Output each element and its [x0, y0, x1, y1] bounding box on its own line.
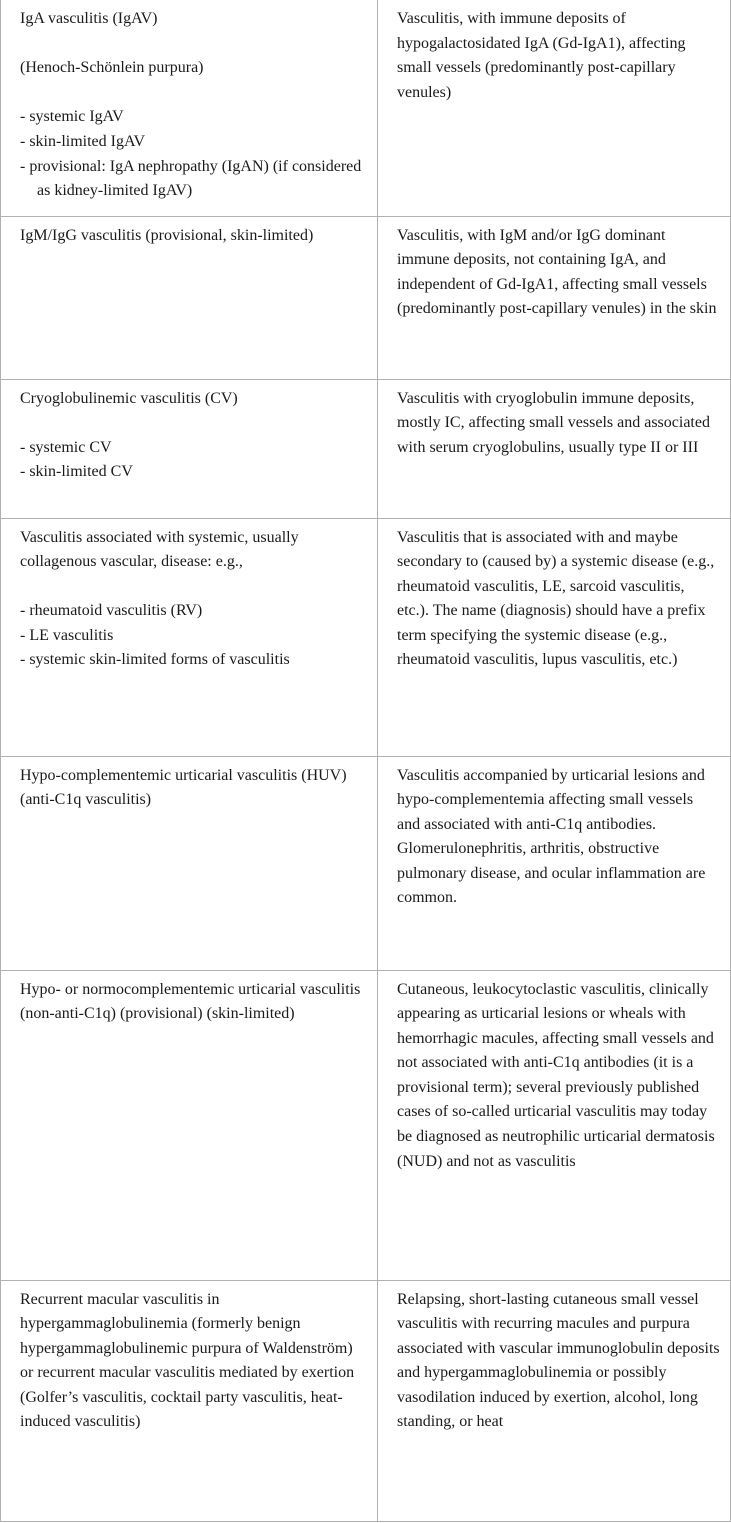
subtype-item: - rheumatoid vasculitis (RV)	[20, 602, 203, 620]
table-row	[1, 518, 731, 756]
term-cell	[1, 970, 378, 1280]
term-cell	[1, 1280, 378, 1521]
subtype-item: - skin-limited CV	[20, 463, 133, 481]
term-cell	[1, 518, 378, 756]
term-text: Vasculitis associated with systemic, usually collagenous vascular, disease: e.g.,	[20, 528, 299, 571]
term-text: IgA vasculitis (IgAV)	[20, 10, 158, 27]
definition-text: Relapsing, short-lasting cutaneous small vessel vasculitis with recurring macules and purpura associated with vascular immunoglobulin deposits and hypergammaglobulinemia or possibly vasodilation induced by exertion, alcohol, long standing, or heat	[397, 1290, 720, 1431]
term-cell	[1, 0, 378, 216]
subtype-item: - provisional: IgA nephropathy (IgAN) (if considered as kidney-limited IgAV)	[20, 157, 362, 200]
definition-text: Vasculitis, with IgM and/or IgG dominant immune deposits, not containing IgA, and independent of Gd-IgA1, affecting small vessels (predominantly post-capillary venules) in the skin	[397, 226, 717, 318]
definition-text: Cutaneous, leukocytoclastic vasculitis, clinically appearing as urticarial lesions or wheals with hemorrhagic macules, affecting small vessels and not associated with anti-C1q antibodies (it is a provisional term); several previously published cases of so-called urticarial vasculitis may today be diagnosed as neutrophilic urticarial dermatosis (NUD) and not as vasculitis	[397, 980, 715, 1170]
subtype-item: - LE vasculitis	[20, 626, 114, 644]
table-row	[1, 216, 731, 379]
term-cell	[1, 756, 378, 970]
definition-cell	[378, 1280, 731, 1521]
table-row	[1, 970, 731, 1280]
alternate-name: (Henoch-Schönlein purpura)	[20, 59, 204, 77]
subtype-item: - systemic skin-limited forms of vasculitis	[20, 651, 290, 669]
subtype-item: - systemic CV	[20, 438, 112, 456]
definition-cell	[378, 216, 731, 379]
term-cell	[1, 379, 378, 518]
term-text: Cryoglobulinemic vasculitis (CV)	[20, 389, 238, 407]
definition-text: Vasculitis with cryoglobulin immune deposits, mostly IC, affecting small vessels and associated with serum cryoglobulins, usually type II or III	[397, 389, 710, 456]
definition-cell	[378, 970, 731, 1280]
definition-text: Vasculitis that is associated with and maybe secondary to (caused by) a systemic disease (e.g., rheumatoid vasculitis, LE, sarcoid vasculitis, etc.). The name (diagnosis) should have a prefix term specifying the systemic disease (e.g., rheumatoid vasculitis, lupus vasculitis, etc.)	[397, 528, 715, 669]
definition-cell	[378, 756, 731, 970]
term-text: IgM/IgG vasculitis (provisional, skin-limited)	[20, 226, 314, 244]
term-text: Hypo-complementemic urticarial vasculitis (HUV) (anti-C1q vasculitis)	[20, 766, 347, 809]
term-cell	[1, 216, 378, 379]
subtype-item: - skin-limited IgAV	[20, 132, 146, 150]
table-row	[1, 756, 731, 970]
definition-text: Vasculitis accompanied by urticarial lesions and hypo-complementemia affecting small vessels and associated with anti-C1q antibodies. Glomerulonephritis, arthritis, obstructive pulmonary disease, and ocular inflammation are common.	[397, 766, 706, 907]
table-row	[1, 0, 731, 216]
definition-cell	[378, 518, 731, 756]
subtype-item: - systemic IgAV	[20, 108, 124, 126]
table-row	[1, 379, 731, 518]
definition-cell	[378, 0, 731, 216]
table-row	[1, 1280, 731, 1521]
definition-cell	[378, 379, 731, 518]
term-text: Recurrent macular vasculitis in hypergammaglobulinemia (formerly benign hypergammaglobulinemic purpura of Waldenström) or recurrent macular vasculitis mediated by exertion (Golfer’s vasculitis, cocktail party vasculitis, heat-induced vasculitis)	[20, 1290, 355, 1431]
definition-text: Vasculitis, with immune deposits of hypogalactosidated IgA (Gd-IgA1), affecting small vessels (predominantly post-capillary venules)	[397, 10, 686, 101]
term-text: Hypo- or normocomplementemic urticarial vasculitis (non-anti-C1q) (provisional) (skin-limited)	[20, 980, 361, 1023]
